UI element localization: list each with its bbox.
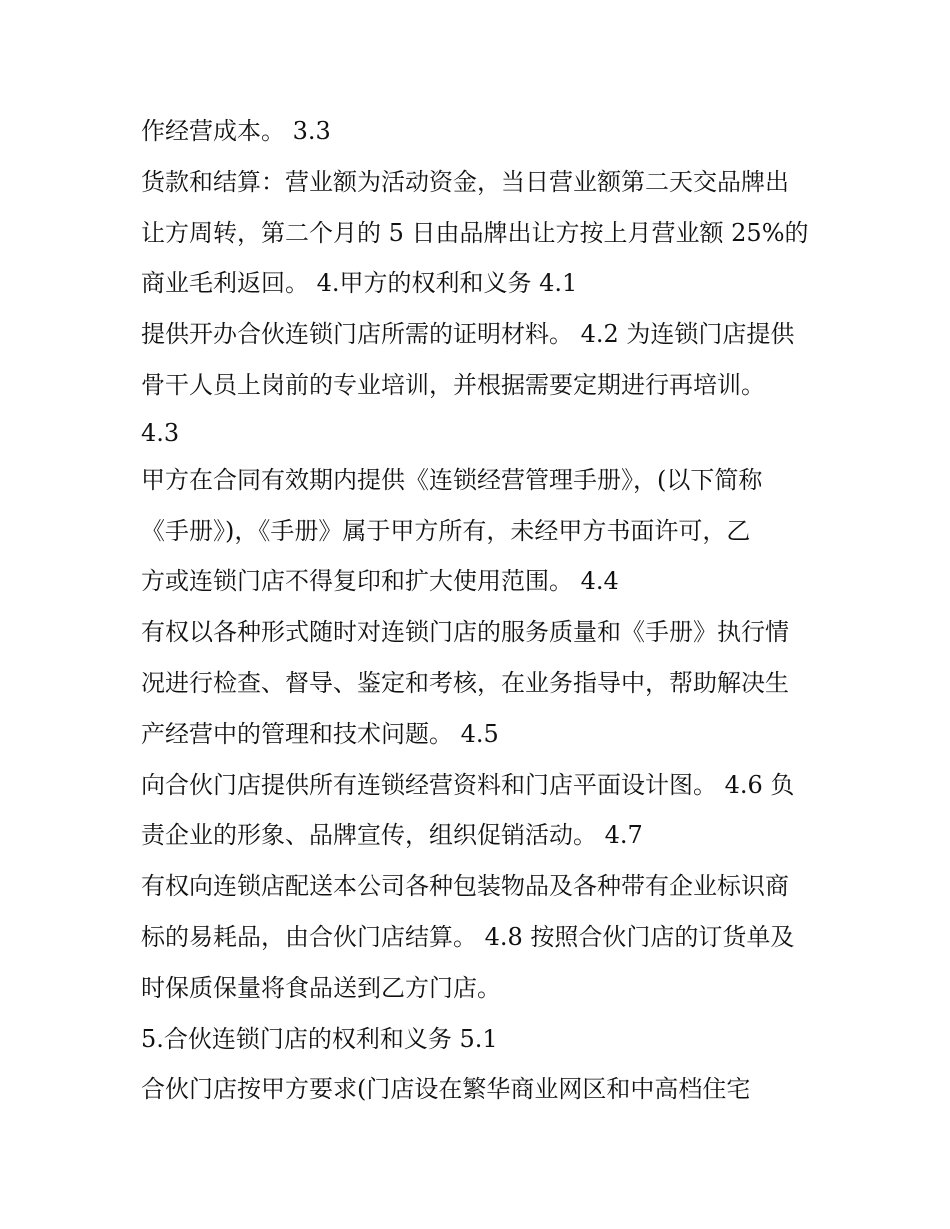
text-line: 方或连锁门店不得复印和扩大使用范围。 4.4 bbox=[141, 567, 619, 596]
text-line: 《手册》)，《手册》属于甲方所有，未经甲方书面许可，乙 bbox=[141, 516, 751, 545]
text-line: 合伙门店按甲方要求(门店设在繁华商业网区和中高档住宅 bbox=[141, 1075, 751, 1104]
text-line: 向合伙门店提供所有连锁经营资料和门店平面设计图。 4.6 负 bbox=[141, 770, 795, 799]
text-line: 甲方在合同有效期内提供《连锁经营管理手册》，(以下简称 bbox=[141, 465, 763, 494]
text-line: 骨干人员上岗前的专业培训，并根据需要定期进行再培训。 bbox=[141, 370, 765, 399]
text-line: 让方周转，第二个月的 5 日由品牌出让方按上月营业额 25%的 bbox=[141, 218, 809, 247]
text-line: 产经营中的管理和技术问题。 4.5 bbox=[141, 719, 499, 748]
text-line: 时保质保量将食品送到乙方门店。 bbox=[141, 973, 501, 1002]
text-line: 况进行检查、督导、鉴定和考核，在业务指导中，帮助解决生 bbox=[141, 668, 789, 697]
text-line: 4.3 bbox=[141, 418, 180, 447]
contract-text-body bbox=[141, 106, 831, 1115]
text-line: 5.合伙连锁门店的权利和义务 5.1 bbox=[141, 1024, 498, 1053]
text-line: 提供开办合伙连锁门店所需的证明材料。 4.2 为连锁门店提供 bbox=[141, 320, 795, 349]
text-line: 标的易耗品，由合伙门店结算。 4.8 按照合伙门店的订货单及 bbox=[141, 922, 795, 951]
text-line: 责企业的形象、品牌宣传，组织促销活动。 4.7 bbox=[141, 821, 643, 850]
text-line: 作经营成本。 3.3 bbox=[141, 117, 331, 145]
text-line: 有权以各种形式随时对连锁门店的服务质量和《手册》执行情 bbox=[141, 618, 789, 647]
text-line: 商业毛利返回。 4.甲方的权利和义务 4.1 bbox=[141, 269, 578, 298]
text-line: 货款和结算：营业额为活动资金，当日营业额第二天交品牌出 bbox=[141, 167, 789, 196]
text-line: 有权向连锁店配送本公司各种包装物品及各种带有企业标识商 bbox=[141, 872, 789, 901]
